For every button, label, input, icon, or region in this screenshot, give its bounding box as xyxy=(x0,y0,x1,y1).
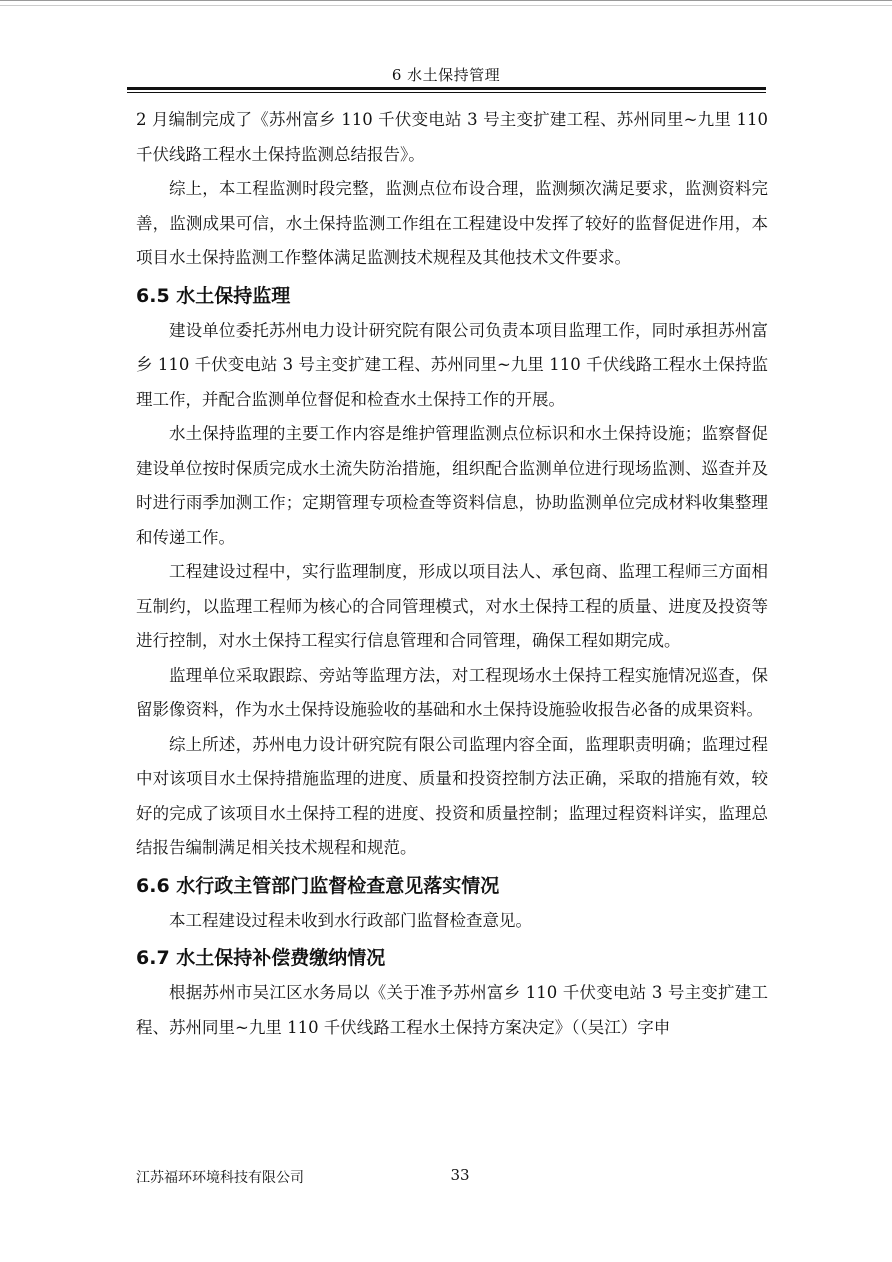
page-top-border xyxy=(0,0,892,6)
footer-company-name: 江苏福环环境科技有限公司 xyxy=(136,1170,304,1186)
page-body xyxy=(136,103,768,1045)
paragraph-monitoring-summary: 综上，本工程监测时段完整，监测点位布设合理，监测频次满足要求，监测资料完善，监测成果可信，水土保持监测工作组在工程建设中发挥了较好的监督促进作用，本项目水土保持监测工作整体满足监测技术规程及其他技术文件要求。 xyxy=(136,179,768,267)
paragraph-supervision-summary: 综上所述，苏州电力设计研究院有限公司监理内容全面，监理职责明确；监理过程中对该项目水土保持措施监理的进度、质量和投资控制方法正确，采取的措施有效，较好的完成了该项目水土保持工程的进度、投资和质量控制；监理过程资料详实，监理总结报告编制满足相关技术规程和规范。 xyxy=(136,734,768,857)
paragraph-supervision-system: 工程建设过程中，实行监理制度，形成以项目法人、承包商、监理工程师三方面相互制约，以监理工程师为核心的合同管理模式，对水土保持工程的质量、进度及投资等进行控制，对水土保持工程实行信息管理和合同管理，确保工程如期完成。 xyxy=(136,562,768,650)
header-rule-thin xyxy=(127,92,766,93)
paragraph-supervision-entrust: 建设单位委托苏州电力设计研究院有限公司负责本项目监理工作，同时承担苏州富乡 110 千伏变电站 3 号主变扩建工程、苏州同里~九里 110 千伏线路工程水土保持监理工作，并配合监测单位督促和检查水土保持工作的开展。 xyxy=(136,320,768,409)
footer-page-number: 33 xyxy=(450,1166,470,1184)
paragraph-inspection-opinions: 本工程建设过程未收到水行政部门监督检查意见。 xyxy=(169,910,532,930)
section-heading-6-6: 6.6 水行政主管部门监督检查意见落实情况 xyxy=(136,874,500,897)
section-heading-6-5: 6.5 水土保持监理 xyxy=(136,284,291,307)
paragraph-supervision-content: 水土保持监理的主要工作内容是维护管理监测点位标识和水土保持设施；监察督促建设单位按时保质完成水土流失防治措施，组织配合监测单位进行现场监测、巡查并及时进行雨季加测工作；定期管理专项检查等资料信息，协助监测单位完成材料收集整理和传递工作。 xyxy=(136,424,768,547)
paragraph-compensation-fee: 根据苏州市吴江区水务局以《关于准予苏州富乡 110 千伏变电站 3 号主变扩建工程、苏州同里~九里 110 千伏线路工程水土保持方案决定》（（吴江）字申 xyxy=(136,983,768,1037)
header-rule-thick xyxy=(127,87,766,90)
paragraph-supervision-methods: 监理单位采取跟踪、旁站等监理方法，对工程现场水土保持工程实施情况巡查，保留影像资料，作为水土保持设施验收的基础和水土保持设施验收报告必备的成果资料。 xyxy=(136,665,768,719)
section-heading-6-7: 6.7 水土保持补偿费缴纳情况 xyxy=(136,947,386,969)
running-header-title: 6 水土保持管理 xyxy=(391,66,501,84)
paragraph-monitoring-report: 2 月编制完成了《苏州富乡 110 千伏变电站 3 号主变扩建工程、苏州同里~九里 110 千伏线路工程水土保持监测总结报告》。 xyxy=(136,110,768,164)
